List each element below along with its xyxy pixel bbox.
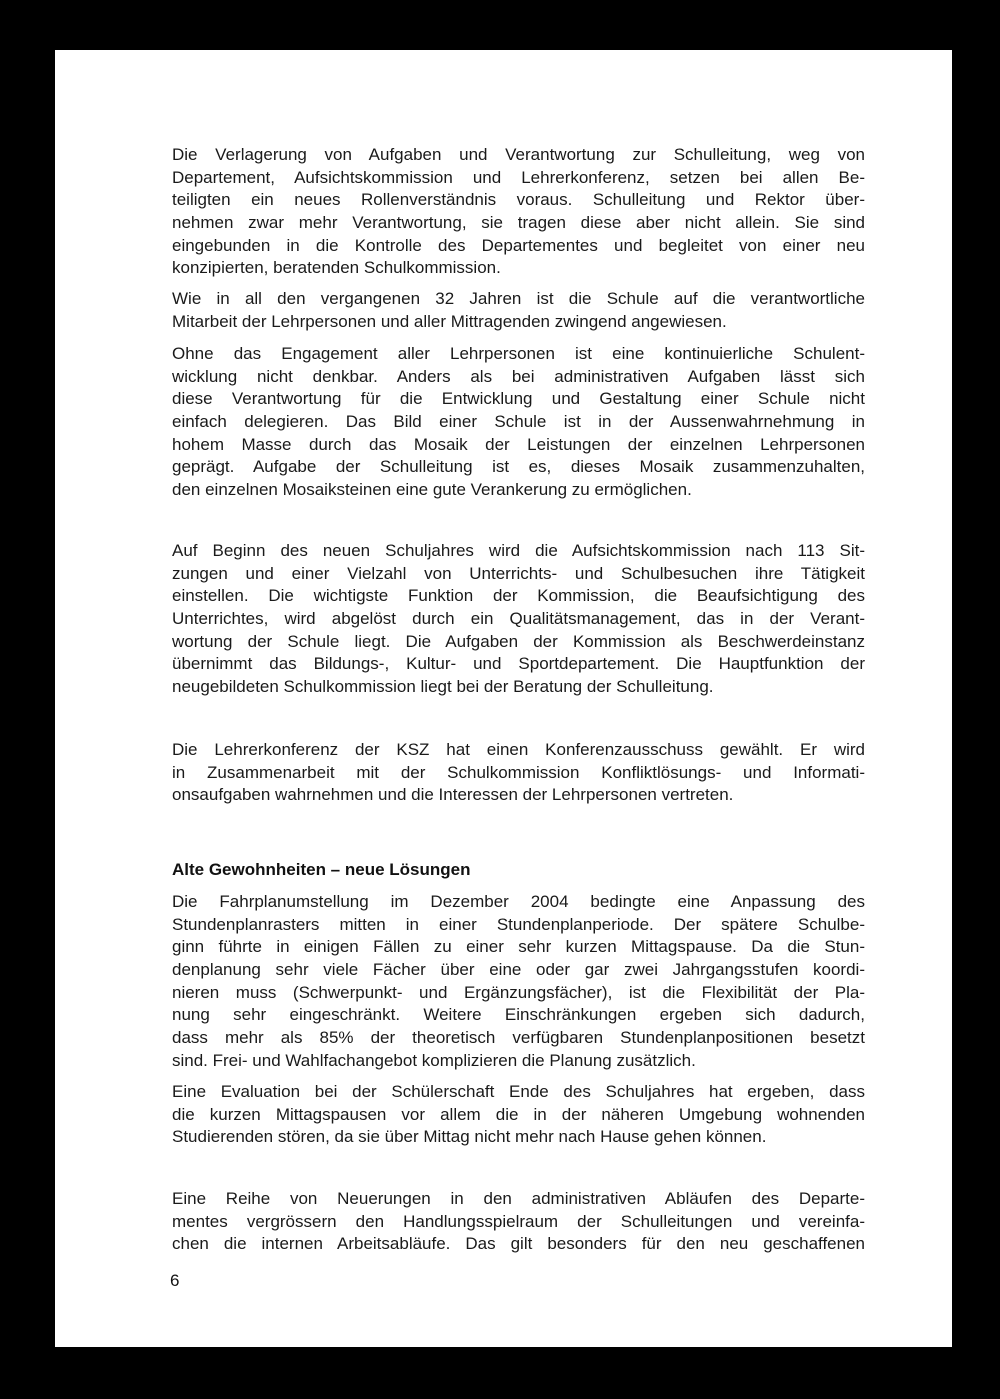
text-line: einstellen. Die wichtigste Funktion der Kommission, die Beaufsichtigung des — [172, 586, 865, 606]
text-line: sind. Frei- und Wahlfachangebot komplizieren die Planung zusätzlich. — [172, 1050, 696, 1070]
text-line: dass mehr als 85% der theoretisch verfügbaren Stundenplanpositionen besetzt — [172, 1028, 865, 1048]
text-line: Wie in all den vergangenen 32 Jahren ist die Schule auf die verantwortliche — [172, 289, 865, 308]
text-line: nung sehr eingeschränkt. Weitere Einschränkungen ergeben sich dadurch, — [172, 1005, 865, 1025]
text-line: Unterrichtes, wird abgelöst durch ein Qualitätsmanagement, das in der Verant- — [172, 609, 865, 629]
text-line: Stundenplanrasters mitten in einer Stundenplanperiode. Der spätere Schulbe- — [172, 914, 865, 934]
text-line: nehmen zwar mehr Verantwortung, sie tragen diese aber nicht allein. Sie sind — [172, 213, 865, 233]
text-line: nieren muss (Schwerpunkt- und Ergänzungsfächer), ist die Flexibilität der Pla- — [172, 982, 865, 1002]
text-line: onsaufgaben wahrnehmen und die Interessen der Lehrpersonen vertreten. — [172, 785, 734, 805]
text-line: teiligten ein neues Rollenverständnis voraus. Schulleitung und Rektor über- — [172, 190, 865, 210]
text-line: Departement, Aufsichtskommission und Lehrerkonferenz, setzen bei allen Be- — [172, 167, 865, 187]
text-line: die kurzen Mittagspausen vor allem die in der näheren Umgebung wohnenden — [172, 1104, 865, 1124]
text-line: chen die internen Arbeitsabläufe. Das gilt besonders für den neu geschaffenen — [172, 1234, 865, 1254]
text-line: Die Lehrerkonferenz der KSZ hat einen Konferenzausschuss gewählt. Er wird — [172, 740, 865, 759]
text-line: in Zusammenarbeit mit der Schulkommission Konfliktlösungs- und Informati- — [172, 762, 865, 782]
text-line: wortung der Schule liegt. Die Aufgaben der Kommission als Beschwerdeinstanz — [172, 631, 865, 651]
text-line: neugebildeten Schulkommission liegt bei der Beratung der Schulleitung. — [172, 677, 714, 697]
text-line: Mitarbeit der Lehrpersonen und aller Mittragenden zwingend angewiesen. — [172, 311, 727, 331]
text-line: einfach delegieren. Das Bild einer Schule ist in der Aussenwahrnehmung in — [172, 412, 865, 432]
paragraph-5 — [172, 739, 865, 807]
text-line: Studierenden stören, da sie über Mittag nicht mehr nach Hause gehen können. — [172, 1127, 767, 1147]
paragraph-1 — [172, 144, 865, 280]
text-line: denplanung sehr viele Fächer über eine oder gar zwei Jahrgangsstufen koordi- — [172, 960, 865, 980]
paragraph-7 — [172, 1081, 865, 1149]
text-line: geprägt. Aufgabe der Schulleitung ist es, dieses Mosaik zusammenzuhalten, — [172, 457, 865, 477]
paragraph-4 — [172, 540, 865, 699]
text-line: Die Fahrplanumstellung im Dezember 2004 bedingte eine Anpassung des — [172, 892, 865, 911]
text-line: wicklung nicht denkbar. Anders als bei administrativen Aufgaben lässt sich — [172, 366, 865, 386]
text-line: Eine Evaluation bei der Schülerschaft Ende des Schuljahres hat ergeben, dass — [172, 1082, 865, 1101]
text-line: Ohne das Engagement aller Lehrpersonen ist eine kontinuierliche Schulent- — [172, 344, 865, 363]
text-line: zungen und einer Vielzahl von Unterrichts- und Schulbesuchen ihre Tätigkeit — [172, 563, 865, 583]
text-line: übernimmt das Bildungs-, Kultur- und Sportdepartement. Die Hauptfunktion der — [172, 654, 865, 674]
text-line: Die Verlagerung von Aufgaben und Verantwortung zur Schulleitung, weg von — [172, 145, 865, 164]
text-line: eingebunden in die Kontrolle des Departementes und begleitet von einer neu — [172, 235, 865, 255]
text-line: Eine Reihe von Neuerungen in den administrativen Abläufen des Departe- — [172, 1189, 865, 1208]
text-line: mentes vergrössern den Handlungsspielraum der Schulleitungen und vereinfa- — [172, 1211, 865, 1231]
text-line: ginn führte in einigen Fällen zu einer sehr kurzen Mittagspause. Da die Stun- — [172, 937, 865, 957]
paragraph-2 — [172, 288, 865, 333]
document-page — [55, 50, 952, 1347]
paragraph-6 — [172, 891, 865, 1073]
text-line: hohem Masse durch das Mosaik der Leistungen der einzelnen Lehrpersonen — [172, 434, 865, 454]
section-heading: Alte Gewohnheiten – neue Lösungen — [172, 860, 471, 879]
paragraph-8 — [172, 1188, 865, 1256]
text-line: konzipierten, beratenden Schulkommission. — [172, 258, 501, 278]
page-number: 6 — [170, 1271, 180, 1290]
paragraph-3 — [172, 343, 865, 502]
text-line: Auf Beginn des neuen Schuljahres wird die Aufsichtskommission nach 113 Sit- — [172, 541, 865, 560]
text-line: diese Verantwortung für die Entwicklung und Gestaltung einer Schule nicht — [172, 389, 865, 409]
text-line: den einzelnen Mosaiksteinen eine gute Verankerung zu ermöglichen. — [172, 480, 692, 500]
